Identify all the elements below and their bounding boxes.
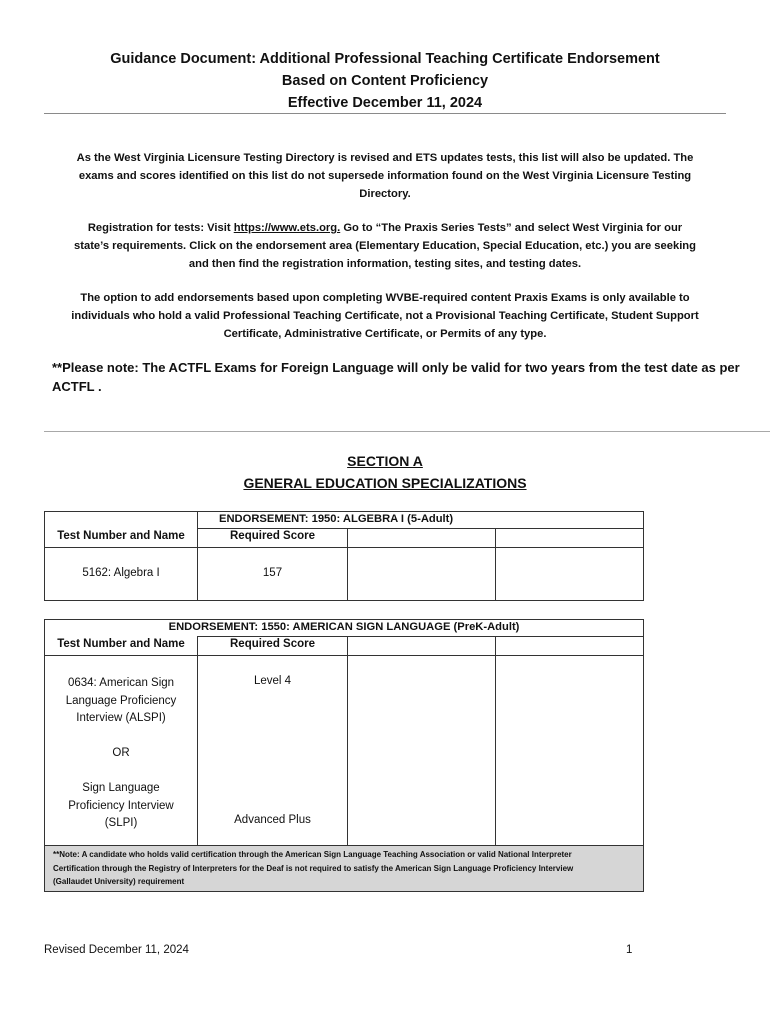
intro-p1-line-2: exams and scores identified on this list do not supersede information found on the West Virginia Licensure Testing (78, 170, 692, 182)
endorsement-header: ENDORSEMENT: 1950: ALGEBRA I (5-Adult) (198, 512, 644, 529)
footnote-line-1: **Note: A candidate who holds valid certification through the American Sign Language Teaching Association or valid National Interpreter (53, 850, 572, 859)
empty-cell (348, 548, 496, 601)
registration-rest: Go to “The Praxis Series Tests” and select West Virginia for our (340, 222, 683, 234)
empty-cell (496, 529, 644, 548)
column-header-test: Test Number and Name (45, 529, 198, 548)
intro-p1-line-3: Directory. (359, 188, 411, 200)
empty-cell (496, 656, 644, 846)
title-line-1: Guidance Document: Additional Professional Teaching Certificate Endorsement (110, 51, 660, 67)
page-number: 1 (626, 944, 633, 956)
column-header-test: Test Number and Name (45, 637, 198, 656)
ets-link[interactable]: https://www.ets.org. (233, 222, 341, 234)
intro-p3-line-3: Certificate, Administrative Certificate, or Permits of any type. (223, 328, 547, 340)
title-line-2: Based on Content Proficiency (281, 73, 489, 89)
section-subheading: GENERAL EDUCATION SPECIALIZATIONS (243, 475, 527, 491)
footnote-line-2: Certification through the Registry of Interpreters for the Deaf is not required to satisfy the American Sign Language Proficiency Interview (53, 863, 574, 873)
endorsement-table-asl (44, 619, 644, 892)
alspi-line-3: Interview (ALSPI) (76, 712, 166, 724)
intro-paragraph-3 (40, 289, 730, 343)
title-line-3: Effective December 11, 2024 (287, 95, 483, 111)
column-header-score: Required Score (198, 529, 348, 548)
intro-paragraph-1 (40, 149, 730, 203)
section-heading: SECTION A (347, 453, 423, 469)
actfl-note-line-2: ACTFL . (52, 379, 102, 394)
intro-p3-line-1: The option to add endorsements based upon completing WVBE-required content Praxis Exams is only available to (80, 292, 690, 304)
slpi-line-3: (SLPI) (104, 817, 138, 829)
title-divider (44, 113, 726, 114)
alspi-line-2: Language Proficiency (65, 694, 177, 707)
empty-cell (348, 637, 496, 656)
empty-cell (496, 548, 644, 601)
table-footnote-row (45, 846, 644, 892)
column-header-score: Required Score (198, 637, 348, 656)
endorsement-header: ENDORSEMENT: 1550: AMERICAN SIGN LANGUAGE (PreK-Adult) (45, 620, 644, 637)
empty-cell (348, 529, 496, 548)
slpi-line-2: Proficiency Interview (68, 799, 174, 812)
document-title (0, 48, 770, 114)
table-row (45, 656, 644, 846)
intro-p3-line-2: individuals who hold a valid Professional Teaching Certificate, not a Provisional Teaching Certificate, Student Support (71, 310, 699, 322)
test-name-cell: 5162: Algebra I (45, 548, 198, 601)
score-level-4: Level 4 (253, 675, 292, 687)
intro-paragraph-2 (40, 219, 730, 273)
or-separator: OR (112, 747, 130, 759)
intro-p2-line-2: state’s requirements. Click on the endorsement area (Elementary Education, Special Education, etc.) you are seeking (74, 240, 696, 252)
asl-footnote (45, 846, 644, 892)
empty-cell (348, 656, 496, 846)
endorsement-table-algebra (44, 511, 644, 601)
required-score-cell (198, 656, 348, 846)
revised-date: Revised December 11, 2024 (44, 944, 189, 956)
required-score-cell: 157 (198, 548, 348, 601)
footnote-line-3: (Gallaudet University) requirement (53, 877, 185, 886)
score-advanced-plus: Advanced Plus (234, 814, 311, 826)
section-divider (44, 431, 770, 432)
intro-p2-line-1 (40, 219, 730, 237)
registration-prefix: Registration for tests: Visit (87, 222, 231, 234)
slpi-line-1: Sign Language (82, 782, 160, 794)
empty-cell (496, 637, 644, 656)
test-name-cell (45, 656, 198, 846)
intro-p2-line-3: and then find the registration information, testing sites, and testing dates. (188, 258, 582, 270)
intro-p1-line-1: As the West Virginia Licensure Testing Directory is revised and ETS updates tests, this list will also be updated. The (76, 152, 694, 164)
actfl-note (52, 358, 762, 396)
actfl-note-line-1: **Please note: The ACTFL Exams for Foreign Language will only be valid for two years from the test date as per (52, 360, 740, 375)
alspi-line-1: 0634: American Sign (67, 677, 175, 689)
table-row (45, 548, 644, 601)
